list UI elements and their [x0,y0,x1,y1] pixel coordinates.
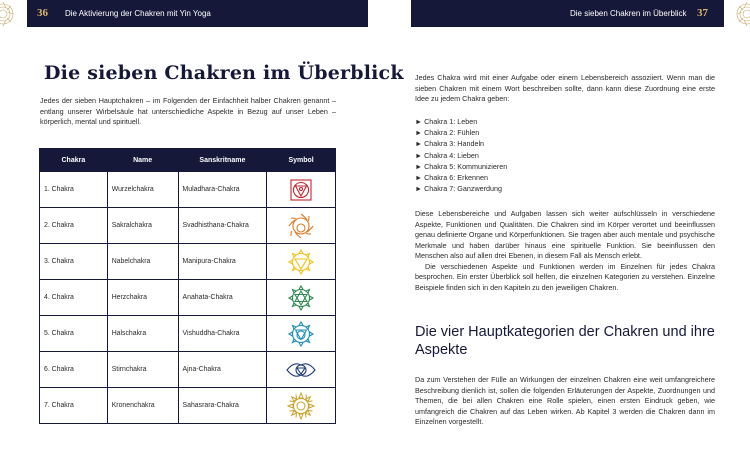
cell-chakra: 2. Chakra [40,208,108,244]
cell-name: Halschakra [107,316,178,352]
table-row [40,352,336,388]
list-item: ► Chakra 1: Leben [415,117,478,126]
column-header-chakra: Chakra [40,149,108,172]
cell-symbol [267,280,336,316]
cell-symbol [267,388,336,424]
cell-sanskrit: Manipura-Chakra [178,244,267,280]
right-paragraph-2b: Die verschiedenen Aspekte und Funktionen werden im Einzelnen für jedes Chakra besprochen. Ein erster Überblick soll helfen, die einzelnen Kategorien zu verstehen. Einzelne Beispiele finden sich in den Kapiteln zu den jeweiligen Chakren. [415,261,715,292]
cell-sanskrit: Muladhara-Chakra [178,172,267,208]
third-eye-chakra-symbol-icon [285,358,317,382]
cell-sanskrit: Ajna-Chakra [178,352,267,388]
cell-symbol [267,316,336,352]
header-bar-left [27,0,368,27]
cell-name: Stirnchakra [107,352,178,388]
mandala-ornament-right-icon [724,0,750,30]
cell-chakra: 6. Chakra [40,352,108,388]
cell-name: Kronenchakra [107,388,178,424]
header-bar-right [411,0,724,27]
cell-chakra: 4. Chakra [40,280,108,316]
list-item: ► Chakra 6: Erkennen [415,172,489,182]
list-item: ► Chakra 4: Lieben [415,150,479,160]
table-row [40,388,336,424]
right-paragraph-3: Da zum Verstehen der Fülle an Wirkungen der einzelnen Chakren eine weit umfangreichere Beschreibung dienlich ist, sollen die folgenden Erläuterungen der Aspekte, Zuordnungen und Themen, die bei allen Chakren eine Rolle spielen, einen ersten Eindruck geben, wie umfangreich die Chakren auf das Leben wirken. Ab Kapitel 3 werden die Chakren dann im Einzelnen vorgestellt. [415,375,715,426]
cell-name: Herzchakra [107,280,178,316]
cell-chakra: 7. Chakra [40,388,108,424]
column-header-name: Name [107,149,178,172]
list-item: ► Chakra 5: Kommunizieren [415,161,508,171]
intro-paragraph: Jedes der sieben Hauptchakren – im Folgenden der Einfachheit halber Chakren genannt – entlang unserer Wirbelsäule hat unterschiedliche Aspekte in Bezug auf unser Leben – körperlich, mental und spirituell. [40,96,336,126]
cell-chakra: 3. Chakra [40,244,108,280]
table-row [40,280,336,316]
right-paragraph-2 [415,209,715,293]
right-page-number: 37 [697,7,708,19]
heart-chakra-symbol-icon [287,284,315,312]
throat-chakra-symbol-icon [287,320,315,348]
table-row [40,172,336,208]
list-item: ► Chakra 7: Ganzwerdung [415,184,503,194]
list-item: ► Chakra 2: Fühlen [415,128,480,138]
cell-chakra: 1. Chakra [40,172,108,208]
section-heading: Die vier Hauptkategorien der Chakren und ihre Aspekte [415,324,715,358]
page-header [0,0,750,30]
right-paragraph-2a: Diese Lebensbereiche und Aufgaben lassen sich weiter aufschlüsseln in verschiedene Aspekte, Funktionen und Qualitäten. Die Chakren sind im Körper verortet und beeinflussen genau definierte Organe und Körperfunktionen. Sie tragen aber auch mentale und psychische Merkmale und haben darüber hinaus eine spirituelle Funktion. Sie beeinflussen den Menschen also auf allen drei Ebenen, in diesem Fall als Mensch erlebt. [415,209,715,260]
cell-name: Sakralchakra [107,208,178,244]
chakra-keyword-list [415,117,715,195]
list-item: ► Chakra 3: Handeln [415,139,485,149]
column-header-symbol: Symbol [267,149,336,172]
cell-sanskrit: Svadhisthana-Chakra [178,208,267,244]
cell-sanskrit: Anahata-Chakra [178,280,267,316]
cell-sanskrit: Vishuddha-Chakra [178,316,267,352]
cell-symbol [267,208,336,244]
left-page-number: 36 [37,7,48,19]
page-title: Die sieben Chakren im Überblick [44,62,404,84]
root-chakra-symbol-icon [288,177,314,203]
crown-chakra-symbol-icon [286,391,316,421]
cell-symbol [267,172,336,208]
cell-symbol [267,244,336,280]
cell-chakra: 5. Chakra [40,316,108,352]
left-running-title: Die Aktivierung der Chakren mit Yin Yoga [65,9,211,18]
chakra-overview-table [39,148,336,424]
table-header-row [40,149,336,172]
table-row [40,208,336,244]
right-paragraph-1: Jedes Chakra wird mit einer Aufgabe oder einem Lebensbereich assoziiert. Wenn man die sieben Chakren mit einem Wort beschreiben sollte, dann kann diese Zuordnung eine erste Idee zu jedem Chakra geben: [415,73,715,103]
right-running-title: Die sieben Chakren im Überblick [570,9,687,18]
column-header-sanskrit: Sanskritname [178,149,267,172]
cell-name: Nabelchakra [107,244,178,280]
table-row [40,244,336,280]
cell-name: Wurzelchakra [107,172,178,208]
cell-symbol [267,352,336,388]
sacral-chakra-symbol-icon [287,212,315,240]
table-row [40,316,336,352]
solar-plexus-chakra-symbol-icon [287,248,315,276]
mandala-ornament-left-icon [0,0,26,30]
cell-sanskrit: Sahasrara-Chakra [178,388,267,424]
